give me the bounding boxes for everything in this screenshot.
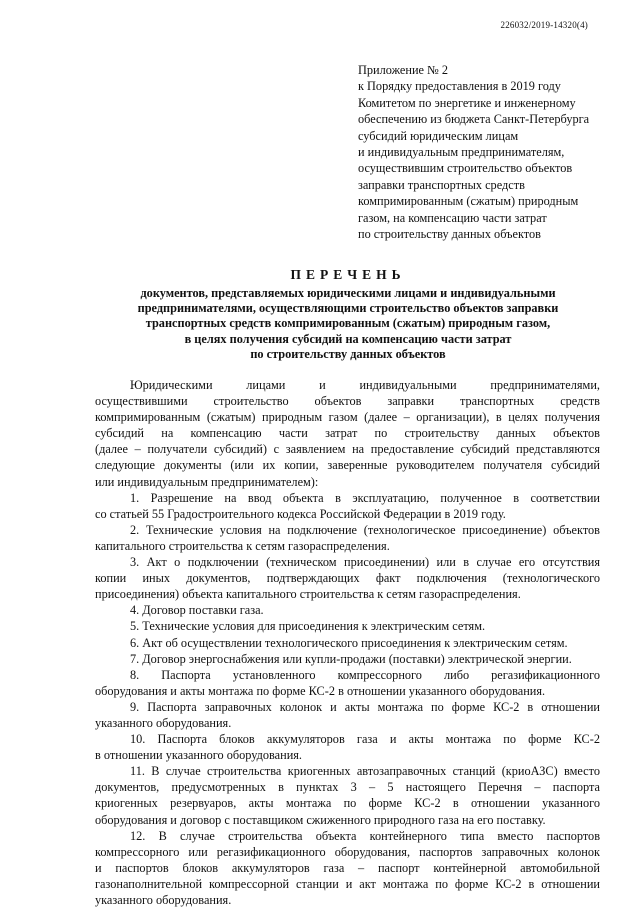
document-title-block	[98, 266, 598, 362]
annex-line: Комитетом по энергетике и инженерному	[358, 95, 576, 110]
body-line: криогенных резервуаров, акты монтажа по форме КС-2 в отношении указанного	[95, 796, 600, 811]
body-line: капитального строительства к сетям газораспределения.	[95, 538, 390, 553]
annex-line: осуществившим строительство объектов	[358, 161, 573, 176]
body-line: указанного оборудования.	[95, 715, 232, 730]
body-paragraph	[95, 618, 600, 634]
body-line: и паспортов блоков аккумуляторов газа – паспорт контейнерной автомобильной	[95, 860, 600, 875]
body-line: 3. Акт о подключении (техническом присоединении) или в случае его отсутствия	[130, 555, 600, 570]
body-line: копии иных документов, подтверждающих факт подключения (технологического	[95, 571, 600, 586]
body-paragraph	[95, 602, 600, 618]
body-paragraph	[95, 377, 600, 490]
body-paragraph	[95, 554, 600, 602]
body-line: осуществившими строительство объектов заправки транспортных средств	[95, 394, 600, 409]
body-line: в отношении указанного оборудования.	[95, 748, 303, 763]
body-paragraph	[95, 828, 600, 908]
annex-line: заправки транспортных средств	[358, 177, 525, 192]
body-line: 4. Договор поставки газа.	[130, 603, 264, 618]
body-line: следующие документы (или их копии, заверенные руководителем получателя субсидий	[95, 458, 600, 473]
annex-line: Приложение № 2	[358, 63, 449, 77]
body-paragraph	[95, 635, 600, 651]
annex-line: по строительству данных объектов	[358, 227, 541, 242]
body-line: субсидий на компенсацию части затрат по строительству данных объектов	[95, 426, 600, 441]
body-line: 1. Разрешение на ввод объекта в эксплуатацию, полученное в соответствии	[130, 490, 600, 505]
subtitle-line: по строительству данных объектов	[250, 346, 446, 361]
body-line: 11. В случае строительства криогенных автозаправочных станций (криоАЗС) вместо	[130, 764, 600, 779]
annex-line: газом, на компенсацию части затрат	[358, 210, 547, 225]
annex-line: к Порядку предоставления в 2019 году	[358, 79, 561, 94]
body-line: (далее – получатели субсидий) с заявлением на предоставление субсидий представляются	[95, 442, 600, 457]
document-body	[95, 377, 600, 908]
body-line: 9. Паспорта заправочных колонок и акты монтажа по форме КС-2 в отношении	[130, 699, 600, 714]
annex-line: компримированным (сжатым) природным	[358, 194, 579, 209]
body-line: компримированным (сжатым) природным газом (далее – организации), в целях получения	[95, 410, 600, 425]
body-line: 7. Договор энергоснабжения или купли-продажи (поставки) электрической энергии.	[130, 651, 572, 666]
body-line: 2. Технические условия на подключение (технологическое присоединение) объектов	[130, 522, 600, 537]
body-line: или индивидуальным предпринимателем):	[95, 474, 319, 489]
body-paragraph	[95, 763, 600, 827]
body-paragraph	[95, 699, 600, 731]
body-line: Юридическими лицами и индивидуальными предпринимателями,	[130, 378, 600, 392]
body-line: 10. Паспорта блоков аккумуляторов газа и акты монтажа по форме КС-2	[130, 732, 600, 747]
annex-header	[358, 62, 620, 242]
annex-line: и индивидуальным предпринимателям,	[358, 145, 565, 160]
body-line: оборудования и договор с поставщиком сжиженного природного газа на его поставку.	[95, 812, 546, 827]
body-paragraph	[95, 490, 600, 522]
document-subtitle	[98, 286, 598, 362]
body-paragraph	[95, 731, 600, 763]
body-line: 5. Технические условия для присоединения к электрическим сетям.	[130, 619, 486, 634]
body-paragraph	[95, 522, 600, 554]
body-line: 6. Акт об осуществлении технологического присоединения к электрическим сетям.	[130, 635, 568, 650]
body-line: газонаполнительной компрессорной станции и акт монтажа по форме КС-2 в отношении	[95, 876, 600, 891]
body-line: документов, предусмотренных в пунктах 3 – 5 настоящего Перечня – паспорта	[95, 780, 600, 795]
document-title: ПЕРЕЧЕНЬ	[290, 267, 406, 282]
body-paragraph	[95, 651, 600, 667]
subtitle-line: транспортных средств компримированным (сжатым) природным газом,	[145, 316, 551, 331]
document-number: 226032/2019-14320(4)	[500, 20, 588, 30]
body-line: со статьей 55 Градостроительного кодекса Российской Федерации в 2019 году.	[95, 506, 506, 521]
body-line: 12. В случае строительства объекта контейнерного типа вместо паспортов	[130, 828, 600, 843]
body-line: оборудования и акты монтажа по форме КС-2 в отношении указанного оборудования.	[95, 683, 546, 698]
annex-line: обеспечению из бюджета Санкт-Петербурга	[358, 112, 590, 127]
body-paragraph	[95, 667, 600, 699]
subtitle-line: предпринимателями, осуществляющими строительство объектов заправки	[137, 301, 559, 316]
subtitle-line: в целях получения субсидий на компенсацию части затрат	[184, 331, 512, 346]
body-line: присоединения) объекта капитального строительства к сетям газораспределения.	[95, 587, 521, 602]
body-line: компрессорного или регазификационного оборудования, паспортов заправочных колонок	[95, 844, 600, 859]
body-line: 8. Паспорта установленного компрессорного либо регазификационного	[130, 667, 600, 682]
annex-line: субсидий юридическим лицам	[358, 128, 519, 143]
subtitle-line: документов, представляемых юридическими лицами и индивидуальными	[140, 286, 556, 300]
body-line: указанного оборудования.	[95, 893, 232, 907]
